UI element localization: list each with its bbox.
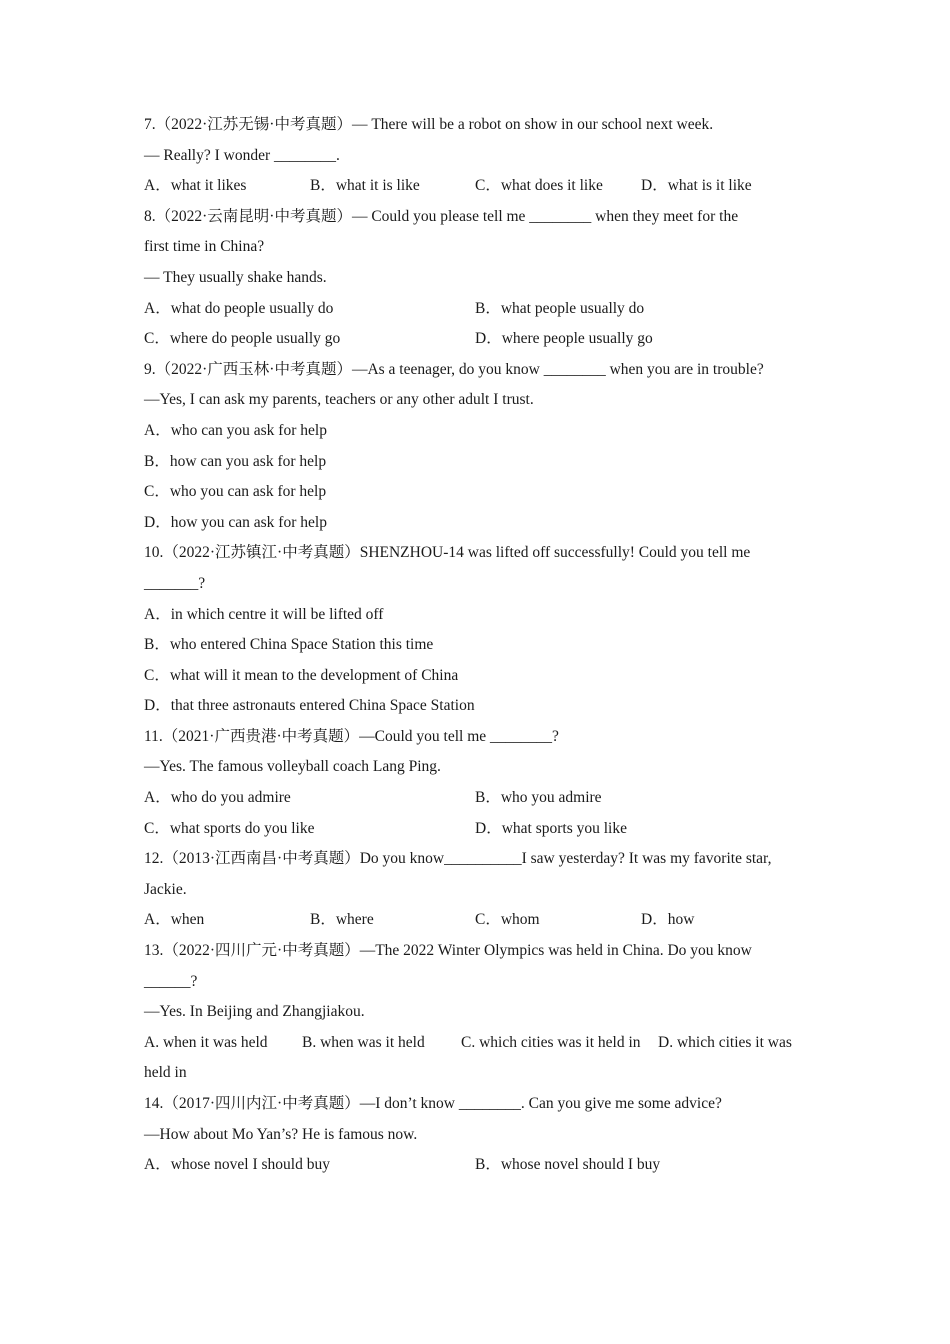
question-8-options-row2	[144, 324, 814, 355]
question-9-dialogue: —Yes, I can ask my parents, teachers or any other adult I trust.	[144, 391, 534, 409]
question-13-dialogue: —Yes. In Beijing and Zhangjiakou.	[144, 1003, 365, 1021]
question-8-stem: 8.（2022·云南昆明·中考真题）— Could you please tell me ________ when they meet for the	[144, 207, 739, 225]
question-list	[144, 110, 814, 1181]
question-12-options	[144, 905, 814, 936]
question-12-option-b: B．where	[310, 911, 374, 929]
question-11-stem: 11.（2021·广西贵港·中考真题）—Could you tell me ________?	[144, 727, 559, 745]
question-13-stem: 13.（2022·四川广元·中考真题）—The 2022 Winter Olympics was held in China. Do you know	[144, 942, 752, 960]
question-8-options-row1	[144, 294, 814, 325]
question-14-dialogue: —How about Mo Yan’s? He is famous now.	[144, 1125, 418, 1143]
question-7-dialogue: — Really? I wonder ________.	[144, 146, 340, 164]
question-13-option-c: C. which cities was it held in	[461, 1033, 641, 1051]
question-12-option-d: D．how	[641, 911, 695, 929]
question-8-option-b: B．what people usually do	[475, 299, 645, 317]
question-10-option-c: C．what will it mean to the development of China	[144, 666, 459, 684]
question-9-option-b: B．how can you ask for help	[144, 452, 327, 470]
question-7-options	[144, 171, 814, 202]
question-11-dialogue: —Yes. The famous volleyball coach Lang Ping.	[144, 758, 441, 776]
question-11-option-c: C．what sports do you like	[144, 819, 315, 837]
question-10-stem-cont: _______?	[144, 574, 206, 592]
question-13-option-d: D. which cities it was	[658, 1033, 792, 1051]
question-10-option-d: D．that three astronauts entered China Space Station	[144, 697, 475, 715]
question-12-option-a: A．when	[144, 911, 205, 929]
question-7-stem: 7.（2022·江苏无锡·中考真题）— There will be a robot on show in our school next week.	[144, 116, 714, 133]
question-14-option-b: B．whose novel should I buy	[475, 1156, 661, 1174]
question-13-options	[144, 1028, 814, 1059]
question-9-stem: 9.（2022·广西玉林·中考真题）—As a teenager, do you know ________ when you are in trouble?	[144, 360, 764, 378]
question-9-option-a: A．who can you ask for help	[144, 421, 327, 439]
question-8-option-c: C．where do people usually go	[144, 330, 341, 348]
question-8-option-d: D．where people usually go	[475, 330, 653, 348]
question-11-option-a: A．who do you admire	[144, 789, 291, 807]
question-11-option-d: D．what sports you like	[475, 819, 627, 837]
question-10-option-b: B．who entered China Space Station this time	[144, 636, 434, 654]
question-13-option-b: B. when was it held	[302, 1033, 425, 1051]
question-13-stem-cont: ______?	[144, 972, 198, 990]
question-10-option-a: A．in which centre it will be lifted off	[144, 605, 384, 623]
question-7-option-d: D．what is it like	[641, 177, 752, 195]
question-14-options-row1	[144, 1150, 814, 1181]
question-11-option-b: B．who you admire	[475, 789, 602, 807]
question-14-option-a: A．whose novel I should buy	[144, 1156, 330, 1174]
question-7-option-b: B．what it is like	[310, 177, 420, 195]
question-12-option-c: C．whom	[475, 911, 540, 929]
question-7-option-a: A．what it likes	[144, 177, 247, 195]
question-11-options-row1	[144, 783, 814, 814]
question-10-stem: 10.（2022·江苏镇江·中考真题）SHENZHOU-14 was lifted off successfully! Could you tell me	[144, 544, 751, 562]
question-9-option-c: C．who you can ask for help	[144, 483, 327, 501]
question-13-option-d-cont: held in	[144, 1064, 187, 1082]
question-12-stem: 12.（2013·江西南昌·中考真题）Do you know__________I saw yesterday? It was my favorite star,	[144, 850, 772, 868]
question-8-option-a: A．what do people usually do	[144, 299, 334, 317]
question-12-stem-cont: Jackie.	[144, 880, 187, 898]
question-7-option-c: C．what does it like	[475, 177, 603, 195]
question-8-dialogue: — They usually shake hands.	[144, 268, 327, 286]
question-8-stem-cont: first time in China?	[144, 238, 265, 256]
question-9-option-d: D．how you can ask for help	[144, 513, 327, 531]
question-11-options-row2	[144, 814, 814, 845]
question-13-option-a: A. when it was held	[144, 1033, 268, 1051]
question-14-stem: 14.（2017·四川内江·中考真题）—I don’t know ________. Can you give me some advice?	[144, 1095, 722, 1112]
